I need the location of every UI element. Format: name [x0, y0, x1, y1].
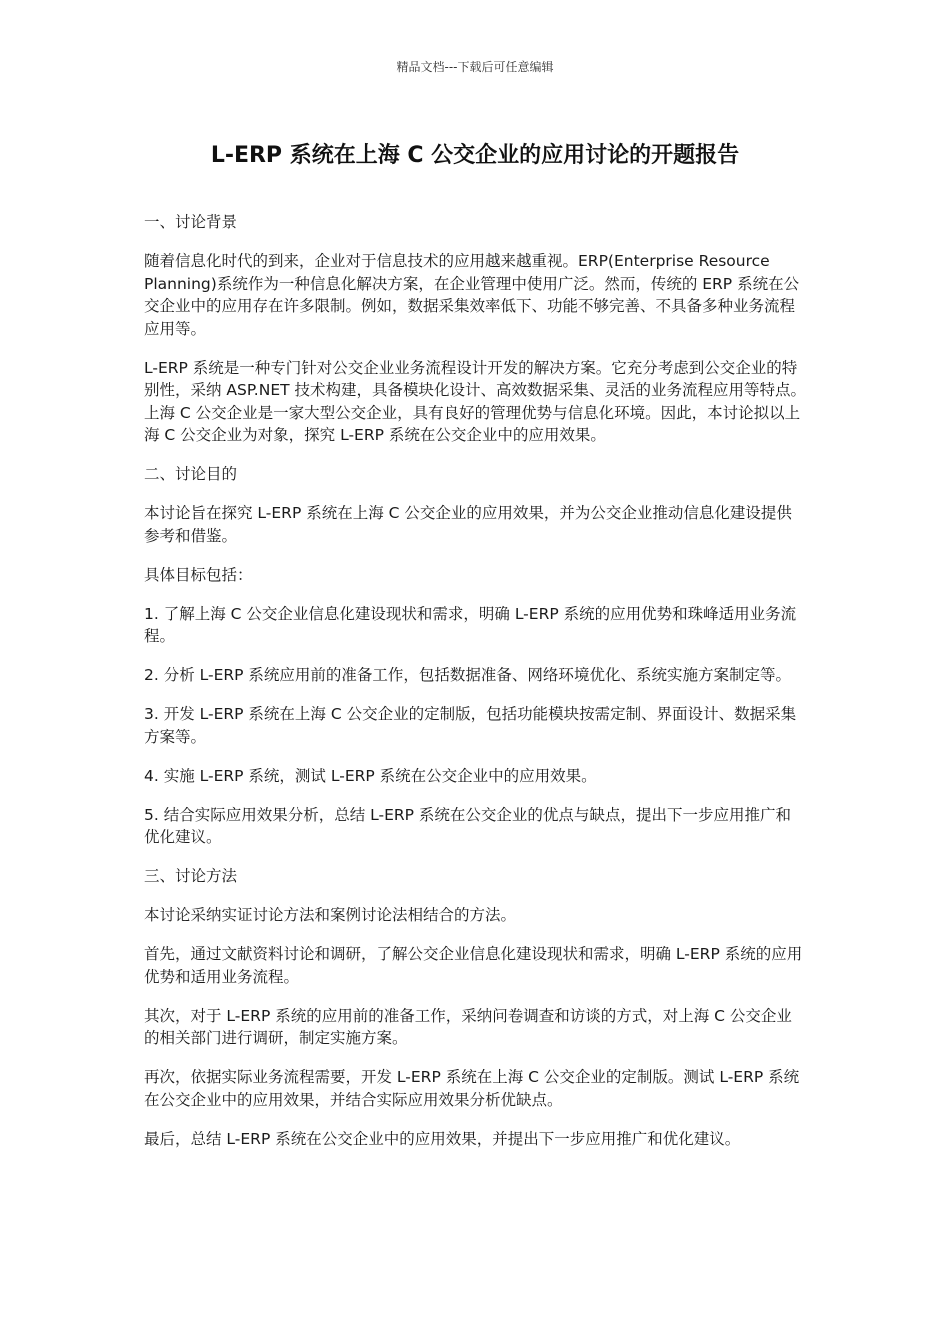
- list-item: 1. 了解上海 C 公交企业信息化建设现状和需求，明确 L-ERP 系统的应用优势和珠峰适用业务流程。: [144, 604, 797, 645]
- section-heading-background: 一、讨论背景: [144, 213, 238, 231]
- document-title: L-ERP 系统在上海 C 公交企业的应用讨论的开题报告: [210, 143, 740, 168]
- paragraph: 本讨论旨在探究 L-ERP 系统在上海 C 公交企业的应用效果，并为公交企业推动信息化建设提供参考和借鉴。: [144, 504, 792, 545]
- paragraph: 其次，对于 L-ERP 系统的应用前的准备工作，采纳问卷调查和访谈的方式，对上海 C 公交企业的相关部门进行调研，制定实施方案。: [144, 1006, 792, 1047]
- list-item: 5. 结合实际应用效果分析，总结 L-ERP 系统在公交企业的优点与缺点，提出下一步应用推广和优化建议。: [144, 805, 791, 846]
- paragraph: 首先，通过文献资料讨论和调研，了解公交企业信息化建设现状和需求，明确 L-ERP 系统的应用优势和适用业务流程。: [144, 945, 803, 986]
- paragraph: 本讨论采纳实证讨论方法和案例讨论法相结合的方法。: [144, 906, 517, 924]
- paragraph: 随着信息化时代的到来，企业对于信息技术的应用越来越重视。ERP(Enterprise Resource Planning)系统作为一种信息化解决方案，在企业管理中使用广泛。然而，传统的 ERP 系统在公交企业中的应用存在许多限制。例如，数据采集效率低下、功能不够完善、不具备多种业务流程应用等。: [144, 252, 800, 338]
- header-note: 精品文档---下载后可任意编辑: [396, 60, 554, 74]
- document-body: [144, 211, 806, 1167]
- section-heading-purpose: 二、讨论目的: [144, 465, 238, 483]
- list-item: 3. 开发 L-ERP 系统在上海 C 公交企业的定制版，包括功能模块按需定制、界面设计、数据采集方案等。: [144, 705, 797, 746]
- list-item: 2. 分析 L-ERP 系统应用前的准备工作，包括数据准备、网络环境优化、系统实施方案制定等。: [144, 666, 791, 684]
- paragraph: 最后，总结 L-ERP 系统在公交企业中的应用效果，并提出下一步应用推广和优化建议。: [144, 1129, 741, 1148]
- paragraph: L-ERP 系统是一种专门针对公交企业业务流程设计开发的解决方案。它充分考虑到公交企业的特别性，采纳 ASP.NET 技术构建，具备模块化设计、高效数据采集、灵活的业务流程应用等特点。上海 C 公交企业是一家大型公交企业，具有良好的管理优势与信息化环境。因此，本讨论拟以上海 C 公交企业为对象，探究 L-ERP 系统在公交企业中的应用效果。: [144, 358, 807, 444]
- paragraph: 再次，依据实际业务流程需要，开发 L-ERP 系统在上海 C 公交企业的定制版。测试 L-ERP 系统在公交企业中的应用效果，并结合实际应用效果分析优缺点。: [144, 1068, 800, 1109]
- paragraph: 具体目标包括：: [144, 565, 253, 584]
- section-heading-method: 三、讨论方法: [144, 867, 238, 885]
- list-item: 4. 实施 L-ERP 系统，测试 L-ERP 系统在公交企业中的应用效果。: [144, 766, 597, 785]
